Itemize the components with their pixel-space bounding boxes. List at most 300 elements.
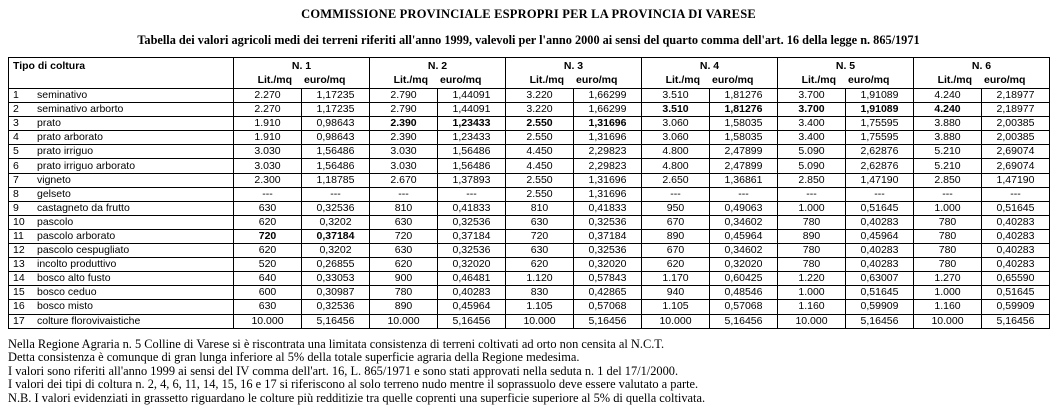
value-cell: 0,32020 (574, 258, 642, 272)
value-cell: 780 (778, 244, 846, 258)
value-cell: 1,31696 (574, 187, 642, 201)
value-cell: 0,48546 (710, 286, 778, 300)
value-cell: 780 (778, 215, 846, 229)
value-cell: 780 (914, 229, 982, 243)
value-cell: 0,51645 (846, 201, 914, 215)
crop-type-cell (9, 173, 234, 187)
crop-type-cell (9, 300, 234, 314)
value-cell: 4.450 (506, 145, 574, 159)
value-cell: --- (642, 187, 710, 201)
value-cell: 2,29823 (574, 159, 642, 173)
table-row (9, 272, 1050, 286)
crop-type-cell (9, 145, 234, 159)
value-cell: 1,56486 (302, 159, 370, 173)
unit-euro-label: euro/mq (304, 74, 346, 86)
value-cell: 0,41833 (574, 201, 642, 215)
value-cell: 0,40283 (982, 244, 1050, 258)
value-cell: 0,40283 (982, 215, 1050, 229)
table-row (9, 229, 1050, 243)
row-number: 5 (13, 145, 19, 158)
table-row (9, 173, 1050, 187)
row-number: 11 (13, 229, 24, 242)
value-cell: 5,16456 (710, 314, 778, 328)
value-cell: 780 (914, 258, 982, 272)
value-cell: 1.170 (642, 272, 710, 286)
value-cell: 5.090 (778, 159, 846, 173)
value-cell: 10.000 (778, 314, 846, 328)
value-cell: 2.550 (506, 131, 574, 145)
value-cell: 0,34602 (710, 215, 778, 229)
row-number: 2 (13, 103, 19, 116)
table-row (9, 300, 1050, 314)
value-cell: 0,32020 (438, 258, 506, 272)
document-title: COMMISSIONE PROVINCIALE ESPROPRI PER LA PROVINCIA DI VARESE (301, 7, 756, 21)
value-cell: 1,44091 (438, 103, 506, 117)
unit-lit-label: Lit./mq (257, 74, 292, 86)
value-cell: 2.300 (234, 173, 302, 187)
crop-name: prato irriguo arborato (37, 159, 136, 172)
column-group-header-n5: N. 5 Lit./mq euro/mq (778, 58, 914, 89)
value-cell: 0,51645 (846, 286, 914, 300)
value-cell: 2,00385 (982, 117, 1050, 131)
row-number: 14 (13, 272, 25, 285)
value-cell: 2.850 (914, 173, 982, 187)
crop-name: seminativo (37, 89, 88, 102)
value-cell: 630 (234, 201, 302, 215)
value-cell: 1.000 (778, 201, 846, 215)
value-cell: 0,33053 (302, 272, 370, 286)
crop-type-cell (9, 117, 234, 131)
value-cell: 1,47190 (982, 173, 1050, 187)
table-row (9, 89, 1050, 103)
crop-name: prato (37, 117, 61, 130)
row-number: 8 (13, 187, 19, 200)
row-number: 1 (13, 89, 19, 102)
row-number: 9 (13, 201, 19, 214)
value-cell: 1,81276 (710, 89, 778, 103)
value-cell: 0,51645 (982, 286, 1050, 300)
value-cell: 2.790 (370, 103, 438, 117)
value-cell: 0,45964 (846, 229, 914, 243)
value-cell: 0,40283 (846, 215, 914, 229)
value-cell: 1,47190 (846, 173, 914, 187)
value-cell: 2,18977 (982, 89, 1050, 103)
value-cell: 0,37184 (574, 229, 642, 243)
value-cell: 3.220 (506, 89, 574, 103)
value-cell: 0,40283 (846, 258, 914, 272)
value-cell: 2,69074 (982, 159, 1050, 173)
crop-name: pascolo cespugliato (37, 244, 130, 257)
value-cell: 630 (234, 300, 302, 314)
value-cell: 1,36861 (710, 173, 778, 187)
table-header-row (9, 58, 1050, 89)
value-cell: 0,98643 (302, 117, 370, 131)
value-cell: 0,45964 (710, 229, 778, 243)
value-cell: 3.030 (234, 159, 302, 173)
row-number: 6 (13, 159, 19, 172)
row-number: 12 (13, 244, 25, 257)
value-cell: 2.850 (778, 173, 846, 187)
column-group-header-n2: N. 2 Lit./mq euro/mq (370, 58, 506, 89)
value-cell: 3.030 (370, 145, 438, 159)
value-cell: 620 (370, 258, 438, 272)
value-cell: 0,41833 (438, 201, 506, 215)
crop-type-cell (9, 258, 234, 272)
value-cell: 2.550 (506, 187, 574, 201)
value-cell: 1,91089 (846, 103, 914, 117)
value-cell: 1.000 (778, 286, 846, 300)
value-cell: 670 (642, 215, 710, 229)
table-row (9, 159, 1050, 173)
notes (8, 338, 1053, 405)
value-cell: 780 (778, 258, 846, 272)
value-cell: 5,16456 (302, 314, 370, 328)
value-cell: 0,45964 (438, 300, 506, 314)
value-cell: 2.550 (506, 173, 574, 187)
table-row (9, 314, 1050, 328)
value-cell: 620 (234, 215, 302, 229)
crop-type-cell (9, 314, 234, 328)
value-cell: 2.790 (370, 89, 438, 103)
value-cell: 2.650 (642, 173, 710, 187)
value-cell: 4.240 (914, 89, 982, 103)
unit-euro-label: euro/mq (984, 74, 1026, 86)
column-header-label: Tipo di coltura (13, 60, 86, 72)
value-cell: 3.700 (778, 89, 846, 103)
table-row (9, 215, 1050, 229)
value-cell: 1.910 (234, 131, 302, 145)
value-cell: 1,58035 (710, 117, 778, 131)
value-cell: 1,91089 (846, 89, 914, 103)
note-line: N.B. I valori evidenziati in grassetto riguardano le colture più redditizie tra quelle coprenti una superficie superiore al 5% di quella coltivata. (8, 390, 706, 405)
value-cell: 5,16456 (438, 314, 506, 328)
value-cell: 0,37184 (302, 229, 370, 243)
crop-type-cell (9, 229, 234, 243)
column-header-tipo-di-coltura (9, 58, 234, 89)
value-cell: 5.090 (778, 145, 846, 159)
value-cell: --- (234, 187, 302, 201)
value-cell: --- (982, 187, 1050, 201)
value-cell: 0,40283 (982, 229, 1050, 243)
value-cell: --- (438, 187, 506, 201)
value-cell: 1,17235 (302, 89, 370, 103)
table-row (9, 201, 1050, 215)
value-cell: 0,32536 (574, 215, 642, 229)
value-cell: 2.550 (506, 117, 574, 131)
value-cell: 2,00385 (982, 131, 1050, 145)
value-cell: --- (710, 187, 778, 201)
value-cell: 2,29823 (574, 145, 642, 159)
unit-euro-label: euro/mq (440, 74, 482, 86)
crop-type-cell (9, 159, 234, 173)
value-cell: 0,42865 (574, 286, 642, 300)
value-cell: 0,32536 (438, 215, 506, 229)
value-cell: 2.390 (370, 117, 438, 131)
value-cell: 630 (506, 215, 574, 229)
table-row (9, 117, 1050, 131)
value-cell: 5,16456 (982, 314, 1050, 328)
value-cell: 830 (506, 286, 574, 300)
note-line: I valori sono riferiti all'anno 1999 ai sensi del IV comma dell'art. 16, L. 865/1971 e sono stati approvati nella seduta n. 1 del 17/1/2000. (8, 363, 679, 378)
value-cell: 5,16456 (574, 314, 642, 328)
value-cell: 890 (370, 300, 438, 314)
unit-lit-label: Lit./mq (393, 74, 428, 86)
value-cell: 2,62876 (846, 159, 914, 173)
crop-name: colture florovivaistiche (37, 314, 141, 327)
value-cell: 2,62876 (846, 145, 914, 159)
value-cell: 620 (234, 244, 302, 258)
value-cell: 780 (914, 215, 982, 229)
value-cell: 1,18785 (302, 173, 370, 187)
value-cell: 1.910 (234, 117, 302, 131)
row-number: 16 (13, 300, 25, 313)
value-cell: 780 (914, 244, 982, 258)
value-cell: 670 (642, 244, 710, 258)
value-cell: 0,40283 (438, 286, 506, 300)
unit-lit-label: Lit./mq (937, 74, 972, 86)
crop-type-cell (9, 272, 234, 286)
value-cell: 5.210 (914, 145, 982, 159)
value-cell: 720 (234, 229, 302, 243)
value-cell: 0,34602 (710, 244, 778, 258)
value-cell: 0,59909 (982, 300, 1050, 314)
value-cell: --- (370, 187, 438, 201)
value-cell: 1.270 (914, 272, 982, 286)
value-cell: 1,75595 (846, 131, 914, 145)
value-cell: 720 (506, 229, 574, 243)
value-cell: 0,40283 (982, 258, 1050, 272)
value-cell: 0,32536 (302, 201, 370, 215)
column-group-header-n1: N. 1 Lit./mq euro/mq (234, 58, 370, 89)
crop-type-cell (9, 286, 234, 300)
value-cell: 1,56486 (438, 145, 506, 159)
value-cell: 3.880 (914, 117, 982, 131)
crop-name: gelseto (37, 187, 71, 200)
crop-name: bosco misto (37, 300, 94, 313)
row-number: 17 (13, 314, 25, 327)
value-cell: 520 (234, 258, 302, 272)
value-cell: 0,40283 (846, 244, 914, 258)
table-row (9, 103, 1050, 117)
row-number: 7 (13, 173, 19, 186)
value-cell: 3.700 (778, 103, 846, 117)
value-cell: 0,57843 (574, 272, 642, 286)
value-cell: 600 (234, 286, 302, 300)
value-cell: 810 (370, 201, 438, 215)
value-cell: 630 (370, 244, 438, 258)
value-cell: --- (778, 187, 846, 201)
row-number: 13 (13, 258, 25, 271)
crop-type-cell (9, 89, 234, 103)
value-cell: 10.000 (914, 314, 982, 328)
value-cell: 1.000 (914, 286, 982, 300)
row-number: 4 (13, 131, 19, 144)
value-cell: 1,75595 (846, 117, 914, 131)
value-cell: 2,47899 (710, 159, 778, 173)
crop-name: prato arborato (37, 131, 103, 144)
value-cell: 3.030 (234, 145, 302, 159)
value-cell: 0,46481 (438, 272, 506, 286)
value-cell: 1,81276 (710, 103, 778, 117)
value-cell: 940 (642, 286, 710, 300)
value-cell: 3.030 (370, 159, 438, 173)
value-cell: 3.510 (642, 89, 710, 103)
value-cell: 0,26855 (302, 258, 370, 272)
table-row (9, 131, 1050, 145)
value-cell: 2.270 (234, 103, 302, 117)
value-cell: 3.400 (778, 131, 846, 145)
value-cell: 0,59909 (846, 300, 914, 314)
table-row (9, 258, 1050, 272)
value-cell: 780 (370, 286, 438, 300)
value-cell: 4.800 (642, 159, 710, 173)
unit-euro-label: euro/mq (848, 74, 890, 86)
value-cell: 630 (370, 215, 438, 229)
table-row (9, 187, 1050, 201)
value-cell: 0,57068 (710, 300, 778, 314)
value-cell: 0,32536 (302, 300, 370, 314)
value-cell: 640 (234, 272, 302, 286)
value-cell: 620 (642, 258, 710, 272)
row-number: 15 (13, 286, 25, 299)
value-cell: 1.000 (914, 201, 982, 215)
value-cell: 1,56486 (302, 145, 370, 159)
value-cell: 1,31696 (574, 173, 642, 187)
unit-lit-label: Lit./mq (801, 74, 836, 86)
value-cell: 2,69074 (982, 145, 1050, 159)
column-group-header-n3: N. 3 Lit./mq euro/mq (506, 58, 642, 89)
value-cell: 1,44091 (438, 89, 506, 103)
value-cell: 1,66299 (574, 89, 642, 103)
value-cell: 10.000 (370, 314, 438, 328)
table-row (9, 286, 1050, 300)
value-cell: 0,65590 (982, 272, 1050, 286)
value-cell: 2,18977 (982, 103, 1050, 117)
value-cell: 1.160 (778, 300, 846, 314)
row-number: 3 (13, 117, 19, 130)
value-cell: 0,3202 (302, 244, 370, 258)
crop-name: bosco ceduo (37, 286, 97, 299)
column-group-header-n6: N. 6 Lit./mq euro/mq (914, 58, 1050, 89)
crop-type-cell (9, 244, 234, 258)
value-cell: 2,47899 (710, 145, 778, 159)
value-cell: 900 (370, 272, 438, 286)
value-cell: 10.000 (642, 314, 710, 328)
value-cell: 620 (506, 258, 574, 272)
value-cell: 0,3202 (302, 215, 370, 229)
unit-euro-label: euro/mq (576, 74, 618, 86)
value-cell: 0,32020 (710, 258, 778, 272)
crop-name: prato irriguo (37, 145, 94, 158)
value-cell: 810 (506, 201, 574, 215)
crop-name: castagneto da frutto (37, 201, 130, 214)
value-cell: 1,23433 (438, 131, 506, 145)
value-cell: 3.880 (914, 131, 982, 145)
crop-type-cell (9, 131, 234, 145)
value-cell: 5,16456 (846, 314, 914, 328)
value-cell: 3.060 (642, 117, 710, 131)
value-cell: 890 (642, 229, 710, 243)
crop-name: pascolo arborato (37, 229, 116, 242)
value-cell: 890 (778, 229, 846, 243)
value-cell: 1.120 (506, 272, 574, 286)
value-cell: 4.800 (642, 145, 710, 159)
value-cell: 1,17235 (302, 103, 370, 117)
crop-type-cell (9, 215, 234, 229)
crop-type-cell (9, 201, 234, 215)
document-subtitle: Tabella dei valori agricoli medi dei terreni riferiti all'anno 1999, valevoli per l'anno 2000 ai sensi del quarto comma dell'art. 16 della legge n. 865/1971 (137, 33, 920, 47)
unit-euro-label: euro/mq (712, 74, 754, 86)
crop-name: seminativo arborto (37, 103, 124, 116)
value-cell: 0,37184 (438, 229, 506, 243)
value-cell: 0,51645 (982, 201, 1050, 215)
value-cell: --- (914, 187, 982, 201)
value-cell: 1,58035 (710, 131, 778, 145)
value-cell: 0,32536 (438, 244, 506, 258)
crop-name: vigneto (37, 173, 71, 186)
value-cell: 720 (370, 229, 438, 243)
value-cell: 2.390 (370, 131, 438, 145)
crop-name: pascolo (37, 215, 74, 228)
value-cell: --- (846, 187, 914, 201)
value-cell: 0,49063 (710, 201, 778, 215)
value-cell: 3.510 (642, 103, 710, 117)
value-cell: 1.220 (778, 272, 846, 286)
value-cell: 10.000 (234, 314, 302, 328)
value-cell: 1,31696 (574, 117, 642, 131)
note-line: Nella Regione Agraria n. 5 Colline di Varese si è riscontrata una limitata consistenza di terreni coltivati ad orto non censita al N.C.T. (8, 337, 665, 351)
table-row (9, 145, 1050, 159)
column-group-header-n4: N. 4 Lit./mq euro/mq (642, 58, 778, 89)
value-cell: 1,31696 (574, 131, 642, 145)
value-cell: 0,98643 (302, 131, 370, 145)
row-number: 10 (13, 215, 25, 228)
value-cell: 3.060 (642, 131, 710, 145)
value-cell: 1,66299 (574, 103, 642, 117)
table-row (9, 244, 1050, 258)
value-cell: 5.210 (914, 159, 982, 173)
value-cell: 1.160 (914, 300, 982, 314)
value-cell: 950 (642, 201, 710, 215)
value-cell: 1,23433 (438, 117, 506, 131)
value-cell: 0,63007 (846, 272, 914, 286)
crop-type-cell (9, 103, 234, 117)
value-cell: --- (302, 187, 370, 201)
unit-lit-label: Lit./mq (665, 74, 700, 86)
value-cell: 3.400 (778, 117, 846, 131)
value-cell: 4.450 (506, 159, 574, 173)
value-cell: 0,30987 (302, 286, 370, 300)
value-cell: 1.105 (642, 300, 710, 314)
unit-lit-label: Lit./mq (529, 74, 564, 86)
value-cell: 1,37893 (438, 173, 506, 187)
crop-name: bosco alto fusto (37, 272, 111, 285)
agricultural-values-table (8, 57, 1050, 329)
value-cell: 1,56486 (438, 159, 506, 173)
note-line: Detta consistenza è comunque di gran lunga inferiore al 5% della totale superficie agraria della Regione medesima. (8, 350, 580, 365)
value-cell: 2.270 (234, 89, 302, 103)
value-cell: 0,60425 (710, 272, 778, 286)
value-cell: 2.670 (370, 173, 438, 187)
crop-type-cell (9, 187, 234, 201)
value-cell: 3.220 (506, 103, 574, 117)
value-cell: 0,32536 (574, 244, 642, 258)
value-cell: 630 (506, 244, 574, 258)
value-cell: 10.000 (506, 314, 574, 328)
value-cell: 1.105 (506, 300, 574, 314)
value-cell: 4.240 (914, 103, 982, 117)
note-line: I valori dei tipi di coltura n. 2, 4, 6, 11, 14, 15, 16 e 17 si riferiscono al solo terreno nudo mentre il soprassuolo deve essere valutato a parte. (8, 377, 699, 392)
